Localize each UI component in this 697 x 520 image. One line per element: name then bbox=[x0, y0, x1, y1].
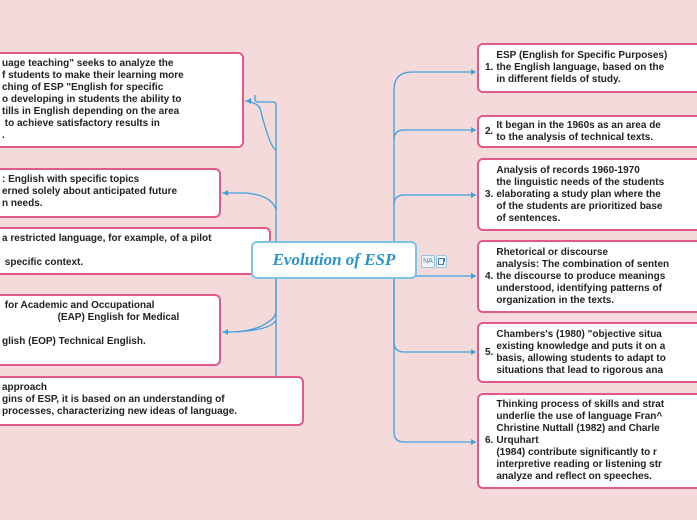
node-number: 5. bbox=[485, 346, 494, 358]
left-node-5[interactable]: approach gins of ESP, it is based on an understanding of processes, characterizing new ideas of language. bbox=[0, 376, 304, 426]
right-node-5[interactable] bbox=[477, 322, 697, 383]
left-node-2[interactable]: : English with specific topics erned solely about anticipated future n needs. bbox=[0, 168, 221, 218]
node-text: ESP (English for Specific Purposes) the English language, based on the in different fields of study. bbox=[496, 50, 668, 85]
arrow-right-2 bbox=[471, 127, 476, 133]
left-node-1[interactable]: uage teaching" seeks to analyze the f students to make their learning more ching of ESP "English for specific o developing in students the ability to tills in English depending on the area to achieve satisfactory results in . bbox=[0, 52, 244, 148]
right-node-1[interactable] bbox=[477, 43, 697, 93]
central-topic[interactable] bbox=[251, 241, 417, 279]
node-text: Thinking process of skills and strat underlie the use of language Fran^ Christine Nuttall (1982) and Charle Urquhart (1984) contribute significantly to r interpretive reading or listening str analyze and reflect on speeches. bbox=[496, 399, 665, 482]
right-node-2[interactable] bbox=[477, 115, 697, 148]
arrow-left-4 bbox=[223, 329, 228, 335]
node-text: Rhetorical or discourse analysis: The combination of senten the discourse to produce meanings understood, identifying patterns of organization in the texts. bbox=[496, 246, 670, 306]
connector-right-6 bbox=[394, 260, 476, 442]
arrow-right-6 bbox=[471, 439, 476, 445]
connector-right-2 bbox=[394, 130, 476, 140]
node-number: 6. bbox=[485, 435, 494, 446]
link-icon[interactable] bbox=[436, 255, 447, 268]
right-node-6[interactable] bbox=[477, 393, 697, 489]
notes-badge[interactable]: NA bbox=[421, 255, 435, 268]
node-number: 2. bbox=[485, 125, 494, 137]
arrow-left-2 bbox=[223, 190, 228, 196]
arrow-right-5 bbox=[471, 349, 476, 355]
connector-left-5 bbox=[262, 279, 304, 390]
left-node-3[interactable]: a restricted language, for example, of a pilot specific context. bbox=[0, 227, 271, 275]
arrow-right-1 bbox=[471, 69, 476, 75]
right-node-4[interactable] bbox=[477, 240, 697, 313]
node-number: 4. bbox=[485, 270, 494, 282]
node-text: Chambers's (1980) "objective situa existing knowledge and puts it on a basis, allowing students to adapt to situations that lead to rigorous ana bbox=[496, 328, 666, 376]
arrow-left-1 bbox=[246, 98, 251, 104]
right-spine bbox=[394, 72, 476, 260]
connector-left-1 bbox=[245, 101, 276, 150]
left-spine bbox=[255, 95, 276, 241]
right-node-3[interactable] bbox=[477, 158, 697, 231]
node-number: 1. bbox=[485, 62, 494, 73]
left-spine-lower bbox=[235, 279, 276, 332]
left-node-4[interactable]: for Academic and Occupational (EAP) English for Medical glish (EOP) Technical English. bbox=[0, 294, 221, 366]
connector-right-3 bbox=[394, 195, 476, 205]
node-text: Analysis of records 1960-1970 the linguistic needs of the students elaborating a study plan where the of the students are prioritized base of sentences. bbox=[496, 164, 665, 224]
node-text: It began in the 1960s as an area de to the analysis of technical texts. bbox=[496, 119, 661, 143]
connector-left-2 bbox=[222, 193, 276, 210]
central-topic-title: Evolution of ESP bbox=[272, 250, 396, 269]
arrow-right-3 bbox=[471, 192, 476, 198]
arrow-right-4 bbox=[471, 273, 476, 279]
node-number: 3. bbox=[485, 188, 494, 200]
